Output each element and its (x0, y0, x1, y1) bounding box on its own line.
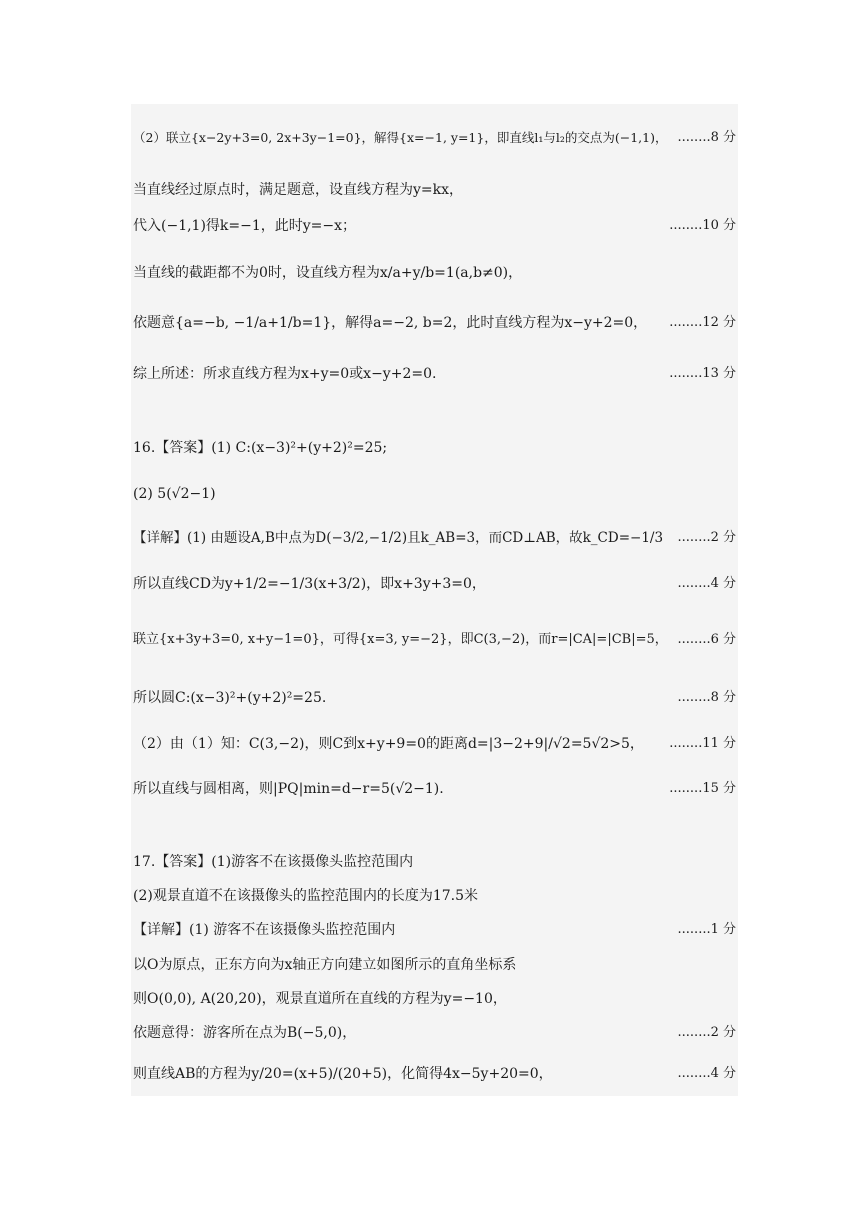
score-marker: ........10 分 (669, 218, 736, 233)
score-marker: ........1 分 (677, 922, 736, 937)
score-marker: ........13 分 (669, 366, 736, 381)
score-marker: ........8 分 (677, 690, 736, 705)
score-marker: ........4 分 (677, 576, 736, 591)
score-marker: ........15 分 (669, 781, 736, 796)
score-marker: ........8 分 (677, 130, 736, 145)
score-marker: ........4 分 (677, 1066, 736, 1081)
score-marker: ........2 分 (677, 1025, 736, 1040)
answer-sheet (131, 104, 738, 1096)
score-marker: ........12 分 (669, 315, 736, 330)
score-marker: ........11 分 (669, 736, 736, 751)
score-marker: ........6 分 (677, 632, 736, 647)
score-marker: ........2 分 (677, 530, 736, 545)
